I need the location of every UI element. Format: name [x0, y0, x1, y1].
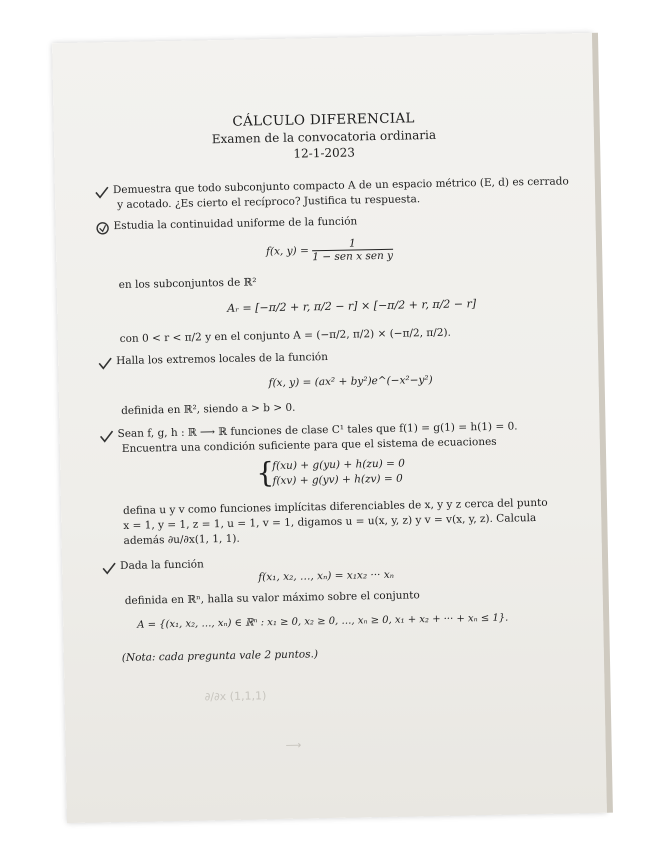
exam-date: 12-1-2023: [293, 145, 356, 161]
system-brace: {: [256, 456, 275, 490]
q5-set: A = {(x₁, x₂, …, xₙ) ∈ ℝⁿ : x₁ ≥ 0, x₂ ≥ 0, …, xₙ ≥ 0, x₁ + x₂ + ··· + xₙ ≤ 1}.: [137, 612, 509, 631]
q5-formula: f(x₁, x₂, …, xₙ) = x₁x₂ ··· xₙ: [258, 568, 395, 584]
q2-ar-set: Aᵣ = [−π/2 + r, π/2 − r] × [−π/2 + r, π/2 − r]: [227, 297, 477, 315]
q4-line3: defina u y v como funciones implícitas diferenciables de x, y y z cerca del punto: [122, 496, 548, 517]
q4-line5: además ∂u/∂x(1, 1, 1).: [123, 532, 240, 547]
q1-line1: Demuestra que todo subconjunto compacto A de un espacio métrico (E, d) es cerrado: [112, 175, 569, 197]
q3-defined: definida en ℝ², siendo a > b > 0.: [121, 401, 296, 417]
q2-denominator: 1 − sen x sen y: [312, 249, 394, 264]
pencil-scribble: ⟶: [285, 738, 302, 752]
q3-intro: Halla los extremos locales de la función: [116, 351, 329, 368]
q1-line2: y acotado. ¿Es cierto el recíproco? Justifica tu respuesta.: [117, 193, 421, 212]
q4-line4: x = 1, y = 1, z = 1, u = 1, v = 1, digamos u = u(x, y, z) y v = v(x, y, z). Calcula: [123, 512, 537, 532]
q2-intro: Estudia la continuidad uniforme de la función: [113, 215, 358, 233]
check-mark-icon: [102, 560, 116, 574]
q2-sets-intro: en los subconjuntos de ℝ²: [118, 276, 257, 292]
q4-eq1: f(xu) + g(yu) + h(zu) = 0: [272, 457, 406, 473]
q2-condition: con 0 < r < π/2 y en el conjunto A = (−π/2, π/2) × (−π/2, π/2).: [119, 326, 452, 345]
q2-fraction: [312, 237, 393, 264]
circled-mark-icon: [95, 220, 109, 234]
sheet-edge: [592, 33, 613, 813]
q5-defined: definida en ℝⁿ, halla su valor máximo sobre el conjunto: [124, 589, 420, 607]
pencil-scribble: ∂/∂x (1,1,1): [204, 689, 267, 704]
q2-fx: f(x, y) =: [265, 244, 309, 258]
check-mark-icon: [95, 184, 109, 198]
check-mark-icon: [99, 428, 113, 442]
points-note: (Nota: cada pregunta vale 2 puntos.): [121, 648, 319, 665]
q3-formula: f(x, y) = (ax² + by²)e^(−x²−y²): [268, 373, 433, 390]
q4-line2: Encuentra una condición suficiente para que el sistema de ecuaciones: [121, 435, 497, 455]
check-mark-icon: [98, 355, 112, 369]
q2-formula: [266, 237, 393, 264]
q5-intro: Dada la función: [119, 558, 204, 573]
exam-subtitle: Examen de la convocatoria ordinaria: [211, 127, 437, 147]
exam-sheet: [52, 33, 607, 823]
q4-eq2: f(xv) + g(yv) + h(zv) = 0: [272, 472, 403, 488]
q4-line1: Sean f, g, h : ℝ ⟶ ℝ funciones de clase C¹ tales que f(1) = g(1) = h(1) = 0.: [117, 420, 518, 441]
exam-title: CÁLCULO DIFERENCIAL: [232, 110, 415, 130]
q2-numerator: 1: [312, 237, 393, 252]
